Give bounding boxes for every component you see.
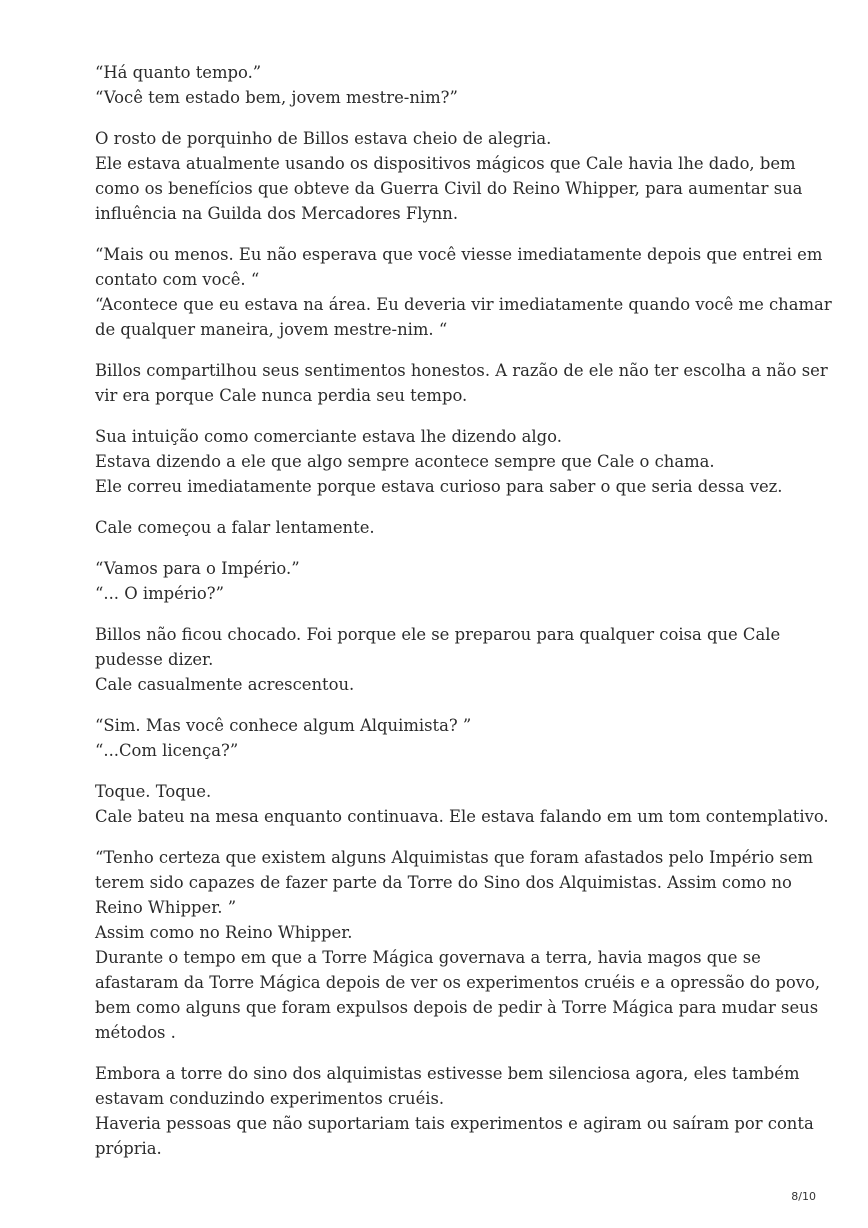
text-line: “Mais ou menos. Eu não esperava que você viesse imediatamente depois que entrei em xyxy=(95,245,823,264)
text-line: Cale bateu na mesa enquanto continuava. Ele estava falando em um tom contemplativo. xyxy=(95,807,829,826)
text-line: “Sim. Mas você conhece algum Alquimista? ” xyxy=(95,716,472,735)
text-line: bem como alguns que foram expulsos depois de pedir à Torre Mágica para mudar seus xyxy=(95,998,819,1017)
text-line: “Tenho certeza que existem alguns Alquimistas que foram afastados pelo Império sem xyxy=(95,848,814,867)
paragraph xyxy=(95,358,828,408)
text-line: Durante o tempo em que a Torre Mágica governava a terra, havia magos que se xyxy=(95,948,761,967)
text-line: de qualquer maneira, jovem mestre-nim. “ xyxy=(95,320,448,339)
text-line: “... O império?” xyxy=(95,584,224,603)
text-line: Ele correu imediatamente porque estava curioso para saber o que seria dessa vez. xyxy=(95,477,783,496)
text-line: afastaram da Torre Mágica depois de ver os experimentos cruéis e a opressão do povo, xyxy=(95,973,821,992)
paragraph xyxy=(95,242,832,342)
paragraph xyxy=(95,713,785,763)
paragraph xyxy=(95,60,785,110)
text-line: “Acontece que eu estava na área. Eu deveria vir imediatamente quando você me chamar xyxy=(95,295,832,314)
text-line: estavam conduzindo experimentos cruéis. xyxy=(95,1089,445,1108)
paragraph xyxy=(95,1061,814,1161)
text-line: própria. xyxy=(95,1139,162,1158)
document-body xyxy=(95,60,832,1177)
paragraph xyxy=(95,515,785,540)
page-number: 8/10 xyxy=(791,1190,816,1203)
paragraph xyxy=(95,424,785,499)
text-line: influência na Guilda dos Mercadores Flynn. xyxy=(95,204,459,223)
text-line: Sua intuição como comerciante estava lhe dizendo algo. xyxy=(95,427,562,446)
text-line: Haveria pessoas que não suportariam tais experimentos e agiram ou saíram por conta xyxy=(95,1114,814,1133)
paragraph xyxy=(95,622,785,697)
text-line: Assim como no Reino Whipper. xyxy=(95,923,353,942)
text-line: Billos compartilhou seus sentimentos honestos. A razão de ele não ter escolha a não ser xyxy=(95,361,828,380)
text-line: contato com você. “ xyxy=(95,270,260,289)
text-line: pudesse dizer. xyxy=(95,650,214,669)
text-line: Ele estava atualmente usando os dispositivos mágicos que Cale havia lhe dado, bem xyxy=(95,154,796,173)
paragraph xyxy=(95,845,821,1045)
text-line: Billos não ficou chocado. Foi porque ele se preparou para qualquer coisa que Cale xyxy=(95,625,781,644)
text-line: Cale casualmente acrescentou. xyxy=(95,675,355,694)
text-line: “Você tem estado bem, jovem mestre-nim?” xyxy=(95,88,458,107)
paragraph xyxy=(95,126,803,226)
text-line: vir era porque Cale nunca perdia seu tempo. xyxy=(95,386,468,405)
text-line: Toque. Toque. xyxy=(95,782,212,801)
text-line: terem sido capazes de fazer parte da Torre do Sino dos Alquimistas. Assim como no xyxy=(95,873,792,892)
text-line: como os benefícios que obteve da Guerra Civil do Reino Whipper, para aumentar sua xyxy=(95,179,803,198)
text-line: Cale começou a falar lentamente. xyxy=(95,518,375,537)
text-line: “...Com licença?” xyxy=(95,741,239,760)
text-line: O rosto de porquinho de Billos estava cheio de alegria. xyxy=(95,129,552,148)
paragraph xyxy=(95,779,829,829)
text-line: Reino Whipper. ” xyxy=(95,898,237,917)
text-line: Estava dizendo a ele que algo sempre acontece sempre que Cale o chama. xyxy=(95,452,715,471)
text-line: “Há quanto tempo.” xyxy=(95,63,262,82)
text-line: “Vamos para o Império.” xyxy=(95,559,300,578)
paragraph xyxy=(95,556,785,606)
text-line: métodos . xyxy=(95,1023,176,1042)
text-line: Embora a torre do sino dos alquimistas estivesse bem silenciosa agora, eles também xyxy=(95,1064,800,1083)
